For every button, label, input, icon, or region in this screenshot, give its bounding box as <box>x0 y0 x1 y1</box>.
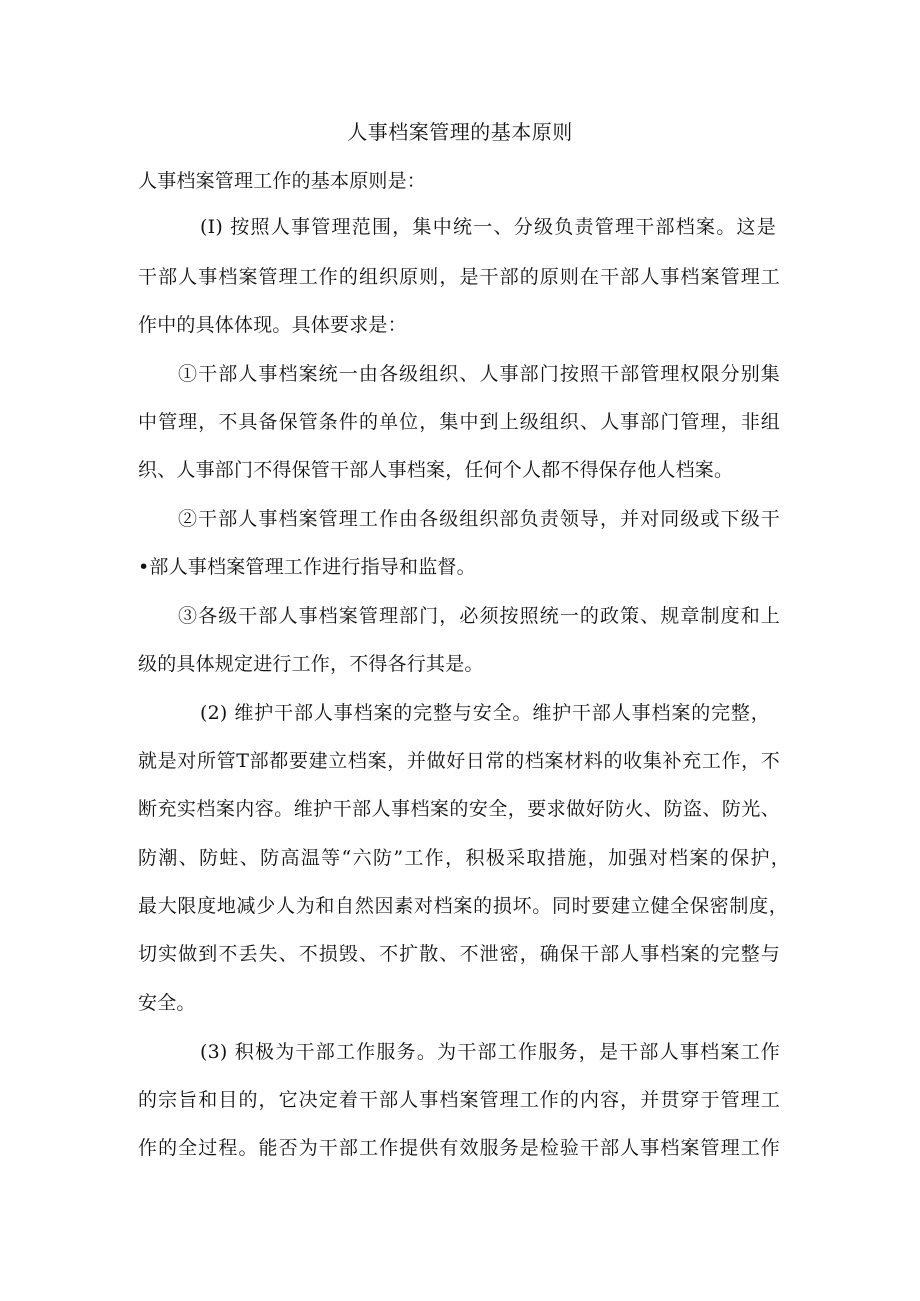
text-line: 的宗旨和目的，它决定着干部人事档案管理工作的内容，并贯穿于管理工 <box>138 1089 780 1111</box>
text-line: 作的全过程。能否为干部工作提供有效服务是检验干部人事档案管理工作 <box>138 1137 780 1159</box>
text-line: •部人事档案管理工作进行指导和监督。 <box>138 556 476 578</box>
text-line: (3) 积极为干部工作服务。为干部工作服务，是干部人事档案工作 <box>200 1041 780 1063</box>
text-line: 中管理，不具备保管条件的单位，集中到上级组织、人事部门管理，非组 <box>138 411 780 433</box>
text-line: 最大限度地减少人为和自然因素对档案的损坏。同时要建立健全保密制度， <box>138 895 788 917</box>
text-line: 断充实档案内容。维护干部人事档案的安全，要求做好防火、防盗、防光、 <box>138 798 780 820</box>
text-line: 织、人事部门不得保管干部人事档案，任何个人都不得保存他人档案。 <box>138 459 734 481</box>
text-line: ②干部人事档案管理工作由各级组织部负责领导，并对同级或下级干 <box>178 508 780 530</box>
text-line: ③各级干部人事档案管理部门，必须按照统一的政策、规章制度和上 <box>178 605 780 627</box>
text-line: 切实做到不丢失、不损毁、不扩散、不泄密，确保干部人事档案的完整与 <box>138 943 780 965</box>
text-line: 就是对所管T部都要建立档案，并做好日常的档案材料的收集补充工作，不 <box>138 750 780 772</box>
text-line: ①干部人事档案统一由各级组织、人事部门按照干部管理权限分别集 <box>178 363 780 385</box>
document-title: 人事档案管理的基本原则 <box>347 120 573 144</box>
text-line: 作中的具体体现。具体要求是： <box>138 314 407 336</box>
text-line: 安全。 <box>138 992 196 1014</box>
text-line: (2) 维护干部人事档案的完整与安全。维护干部人事档案的完整， <box>200 702 770 724</box>
text-line: 人事档案管理工作的基本原则是： <box>138 170 427 192</box>
text-line: 级的具体规定进行工作，不得各行其是。 <box>138 653 484 675</box>
text-line: 防潮、防蛀、防高温等“六防”工作，积极采取措施，加强对档案的保护， <box>138 847 790 869</box>
text-line: 干部人事档案管理工作的组织原则，是干部的原则在干部人事档案管理工 <box>138 266 780 288</box>
text-line: (I) 按照人事管理范围，集中统一、分级负责管理干部档案。这是 <box>200 216 776 238</box>
